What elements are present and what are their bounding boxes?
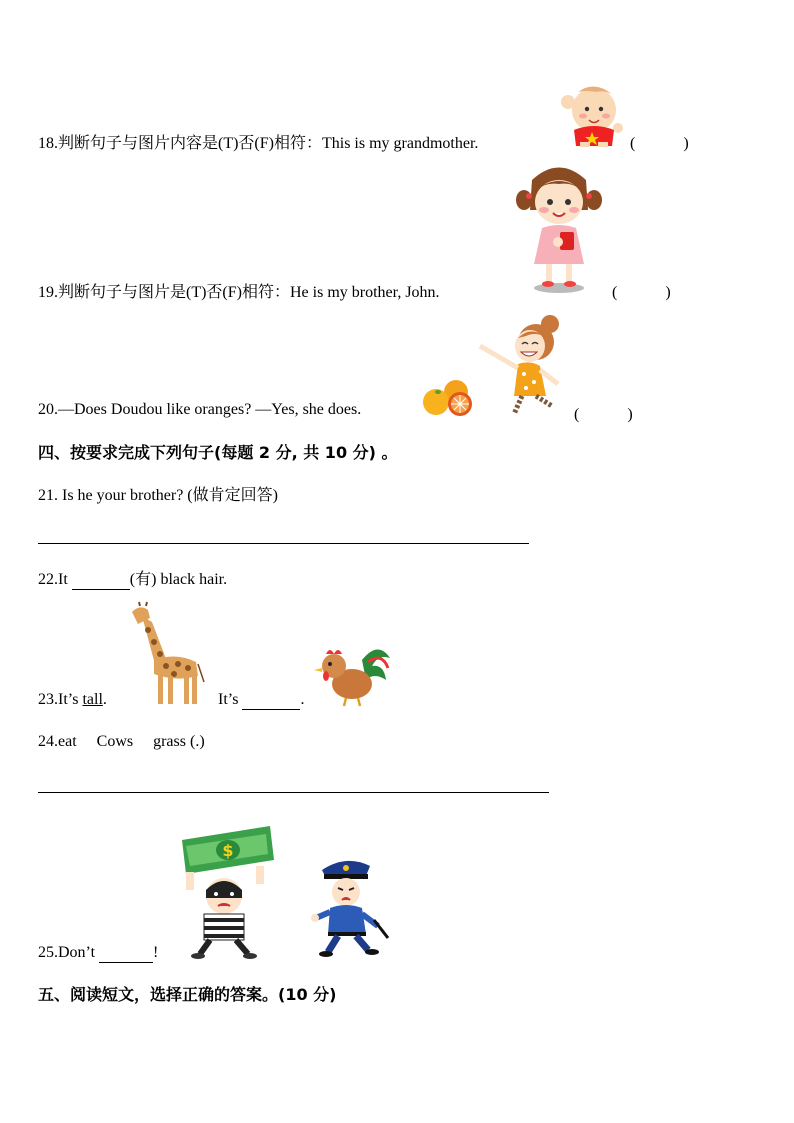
answer-blank-23[interactable] xyxy=(242,691,300,710)
question-23-period: . xyxy=(102,691,107,708)
girl-image xyxy=(514,160,604,295)
question-23 xyxy=(38,691,107,709)
answer-blank-22[interactable] xyxy=(72,571,130,590)
question-23-second-sentence: It’s . xyxy=(218,691,305,708)
question-19-text: 19.判断句子与图片是(T)否(F)相符：He is my brother, John. xyxy=(38,284,440,301)
question-23-second-prefix: It’s xyxy=(218,691,239,708)
answer-blank-25[interactable] xyxy=(99,944,153,963)
question-20-text: 20.—Does Doudou like oranges? —Yes, she does. xyxy=(38,401,362,418)
dancing-girl-image xyxy=(474,312,566,416)
question-24: 24.eat Cows grass (.) xyxy=(38,733,205,750)
money-sign: $ xyxy=(222,841,234,860)
baby-image xyxy=(556,82,631,148)
answer-line-24[interactable] xyxy=(38,792,549,793)
section-4-title: 四、按要求完成下列句子(每题 2 分, 共 10 分) 。 xyxy=(38,443,398,462)
question-23-underlined-word: tall xyxy=(82,691,103,708)
answer-bracket-19[interactable]: ( ) xyxy=(612,284,671,301)
question-25-suffix: ! xyxy=(153,944,159,961)
question-22-suffix: (有) black hair. xyxy=(129,571,228,588)
rooster-image xyxy=(312,640,392,708)
question-23-prefix: 23.It’s xyxy=(38,691,79,708)
question-19 xyxy=(38,279,440,302)
section-5-title: 五、阅读短文，选择正确的答案。(10 分) xyxy=(38,985,337,1004)
answer-bracket-18[interactable]: ( ) xyxy=(630,135,689,152)
question-20 xyxy=(38,401,361,419)
question-21: 21. Is he your brother? (做肯定回答) xyxy=(38,487,278,504)
question-18-text: 18.判断句子与图片内容是(T)否(F)相符：This is my grandmother. xyxy=(38,135,479,152)
police-image xyxy=(312,854,392,958)
question-22-prefix: 22.It xyxy=(38,571,68,588)
question-25-prefix: 25.Don’t xyxy=(38,944,96,961)
answer-line-21[interactable] xyxy=(38,543,529,544)
giraffe-image xyxy=(126,602,206,706)
question-22 xyxy=(38,566,227,590)
question-18 xyxy=(38,130,478,153)
oranges-image xyxy=(422,378,476,418)
answer-bracket-20[interactable]: ( ) xyxy=(574,406,633,423)
thief-image xyxy=(176,820,280,960)
question-25 xyxy=(38,944,158,963)
